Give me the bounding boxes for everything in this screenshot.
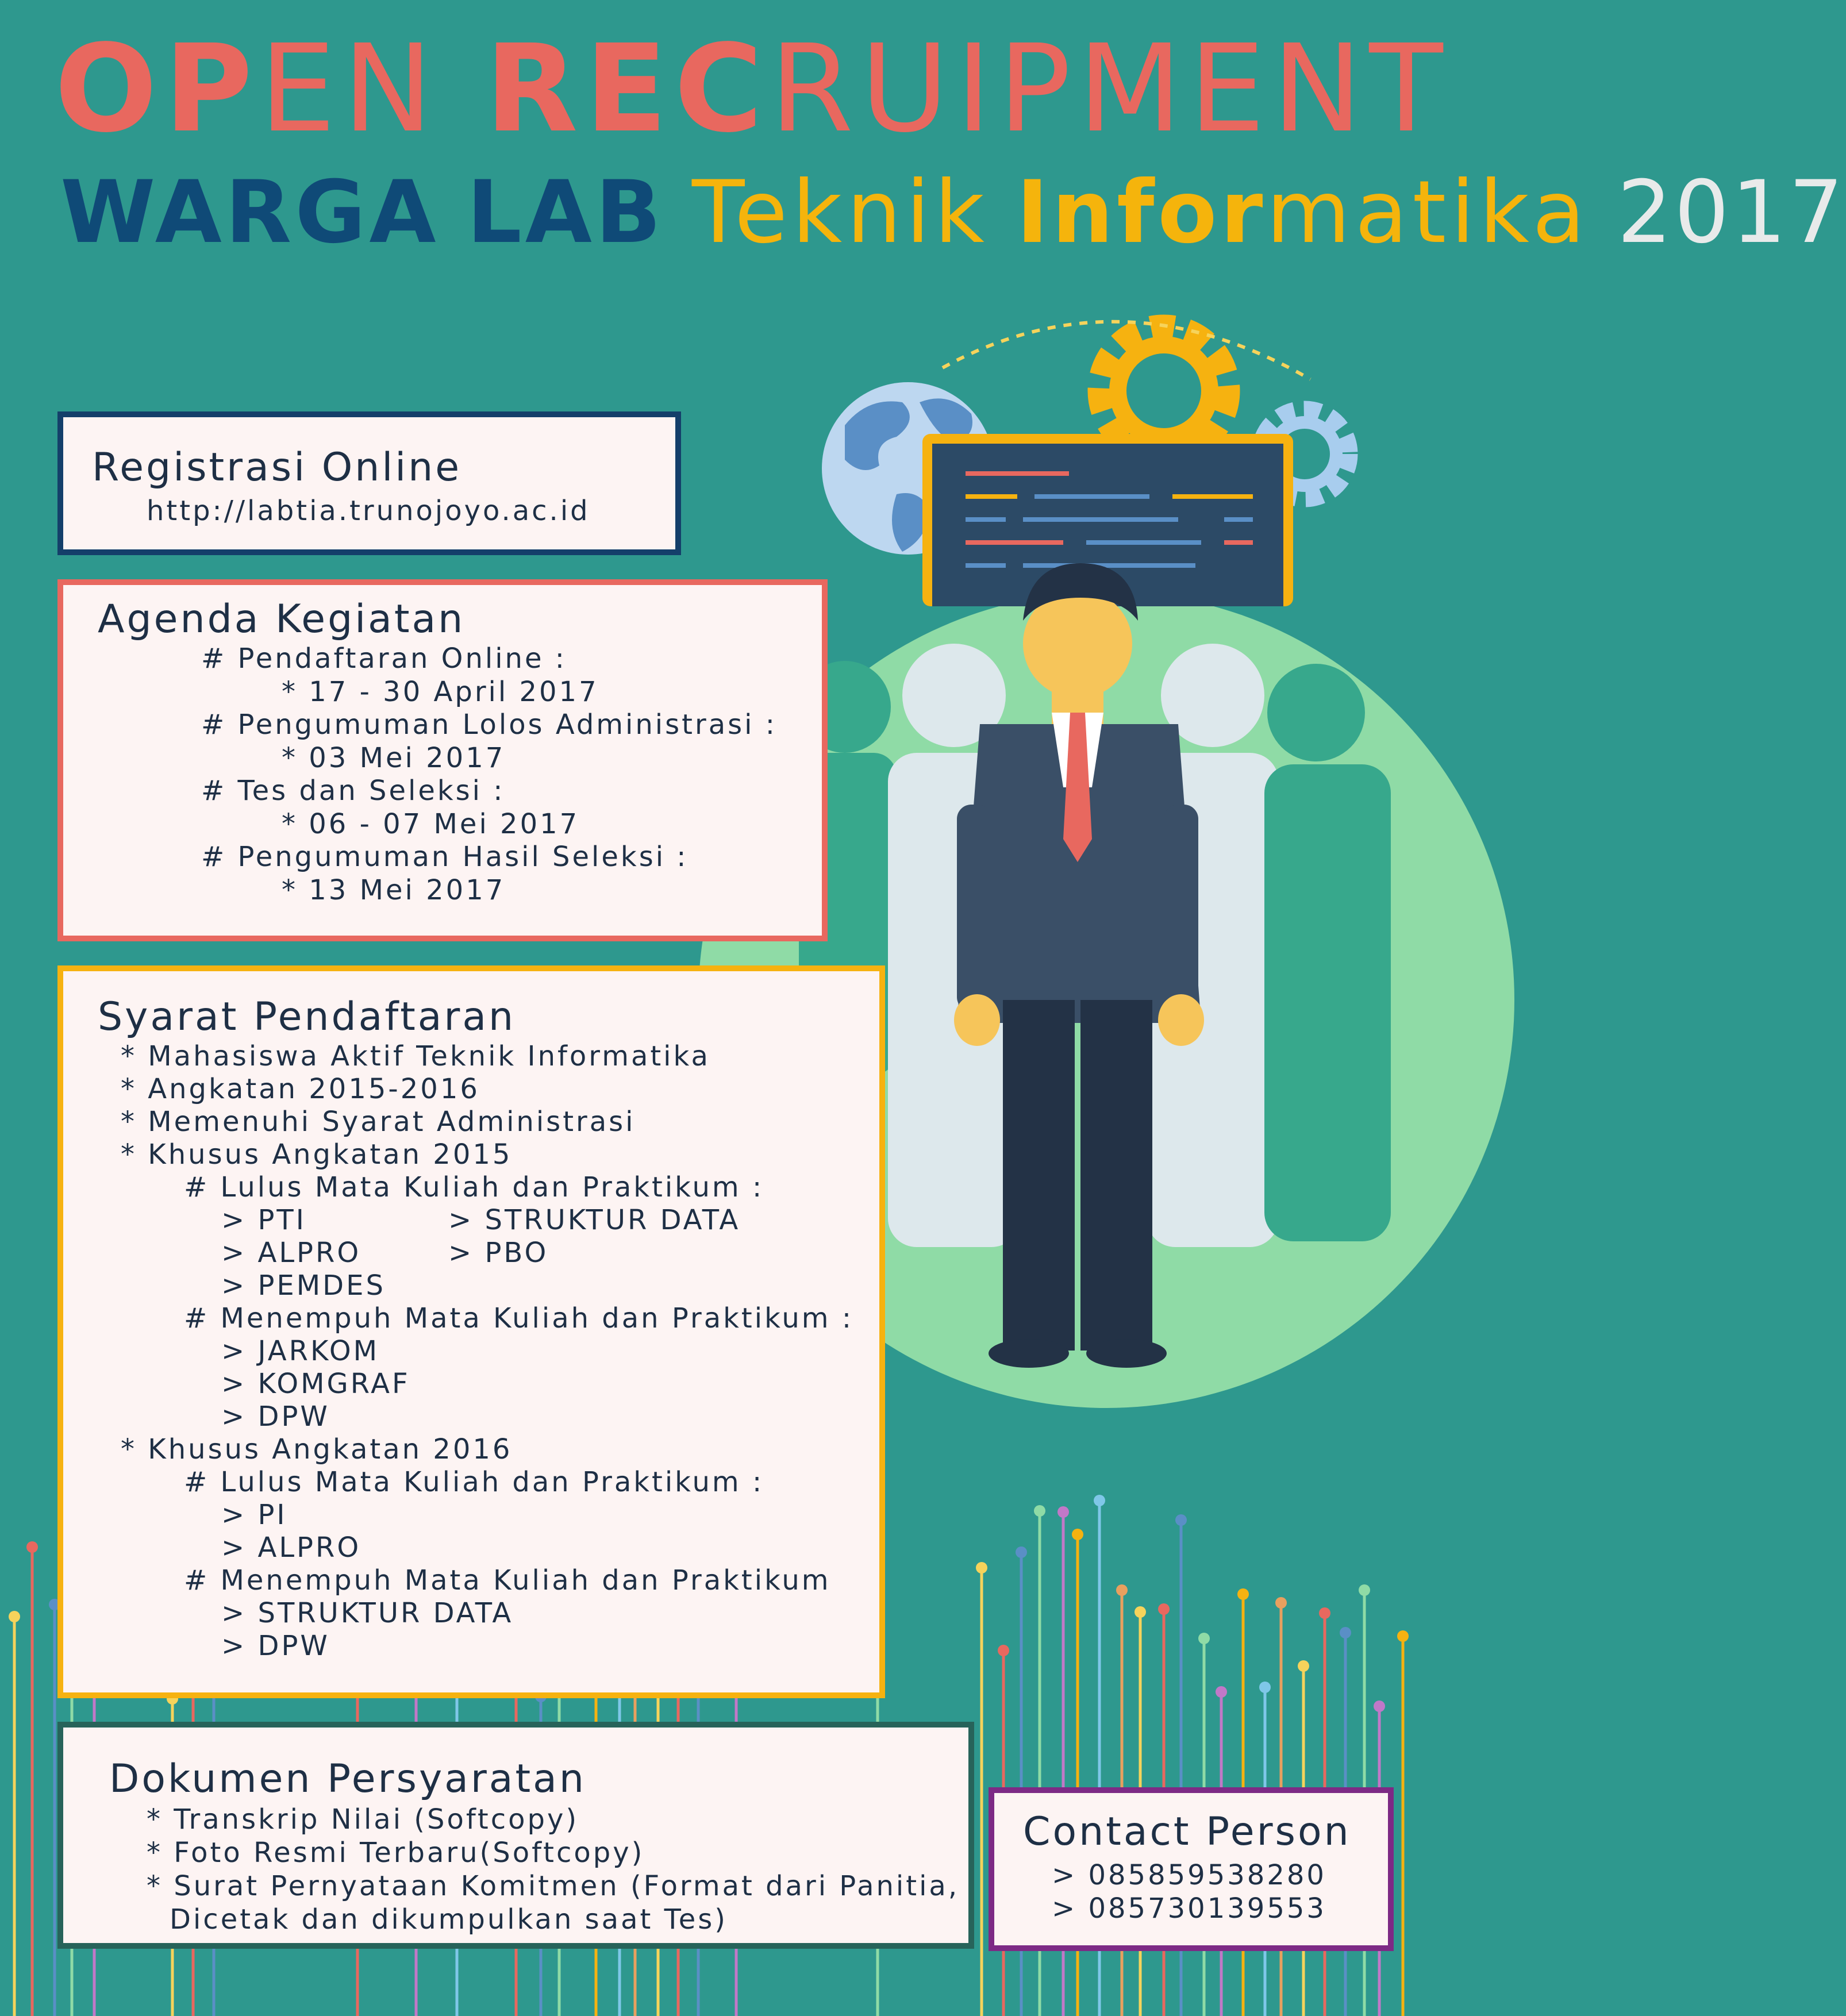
syarat-line: * Memenuhi Syarat Administrasi <box>121 1106 636 1138</box>
circuit-node <box>1340 1627 1351 1638</box>
agenda-item-label: # Tes dan Seleksi : <box>201 775 505 807</box>
dokumen-panel <box>57 1722 974 1949</box>
syarat-line: # Lulus Mata Kuliah dan Praktikum : <box>184 1466 764 1498</box>
syarat-title: Syarat Pendaftaran <box>98 994 516 1040</box>
syarat-line: > DPW <box>221 1630 330 1662</box>
circuit-node <box>1198 1633 1210 1644</box>
syarat-line: # Menempuh Mata Kuliah dan Praktikum : <box>184 1302 853 1334</box>
dokumen-line: Dicetak dan dikumpulkan saat Tes) <box>170 1903 728 1936</box>
circuit-node <box>1298 1660 1309 1672</box>
circuit-node <box>1237 1588 1249 1600</box>
syarat-line: > PI <box>221 1499 287 1531</box>
syarat-line: # Menempuh Mata Kuliah dan Praktikum <box>184 1564 831 1596</box>
circuit-node <box>1319 1607 1330 1619</box>
syarat-line: > JARKOM <box>221 1335 380 1367</box>
circuit-node <box>26 1541 38 1553</box>
agenda-item-date: * 17 - 30 April 2017 <box>282 676 599 708</box>
circuit-node <box>1216 1686 1227 1698</box>
circuit-node <box>1134 1606 1146 1618</box>
syarat-line: > KOMGRAF <box>221 1368 410 1400</box>
subtitle-matika: matika <box>1266 163 1590 263</box>
circuit-node <box>1175 1514 1187 1526</box>
dokumen-line: * Transkrip Nilai (Softcopy) <box>147 1803 579 1836</box>
agenda-item-label: # Pengumuman Hasil Seleksi : <box>201 841 689 873</box>
contact-phone[interactable]: > 085730139553 <box>1052 1892 1326 1925</box>
circuit-node <box>1116 1584 1128 1596</box>
headline-segment: REC <box>484 18 770 159</box>
syarat-line: > PTI <box>221 1204 306 1236</box>
syarat-line: > PBO <box>448 1237 549 1269</box>
syarat-line: > DPW <box>221 1401 330 1433</box>
dokumen-title: Dokumen Persyaratan <box>109 1756 586 1802</box>
dokumen-line: * Surat Pernyataan Komitmen (Format dari Panitia, <box>147 1870 960 1902</box>
syarat-line: * Angkatan 2015-2016 <box>121 1073 480 1105</box>
syarat-line: > STRUKTUR DATA <box>221 1597 514 1629</box>
circuit-node <box>1359 1584 1370 1596</box>
circuit-node <box>1094 1495 1105 1506</box>
circuit-node <box>1158 1603 1170 1615</box>
circuit-node <box>1259 1682 1271 1693</box>
subtitle-warga: WARGA <box>60 163 440 263</box>
headline-segment: OP <box>55 18 260 159</box>
syarat-line: * Mahasiswa Aktif Teknik Informatika <box>121 1040 710 1072</box>
subtitle-year: 2017 <box>1617 163 1846 263</box>
contact-phone[interactable]: > 085859538280 <box>1052 1859 1326 1891</box>
agenda-item-label: # Pendaftaran Online : <box>201 642 567 675</box>
contact-title: Contact Person <box>1023 1809 1351 1855</box>
circuit-node <box>1374 1700 1385 1712</box>
syarat-line: > PEMDES <box>221 1269 386 1302</box>
syarat-line: > STRUKTUR DATA <box>448 1204 741 1236</box>
syarat-line: > ALPRO <box>221 1237 361 1269</box>
registrasi-title: Registrasi Online <box>92 445 462 490</box>
headline-segment: EN <box>259 18 485 159</box>
circuit-node <box>1275 1597 1287 1609</box>
dokumen-line: * Foto Resmi Terbaru(Softcopy) <box>147 1837 645 1869</box>
agenda-title: Agenda Kegiatan <box>98 597 466 642</box>
agenda-item-date: * 06 - 07 Mei 2017 <box>282 808 580 840</box>
registrasi-panel <box>57 411 681 555</box>
circuit-node <box>1034 1505 1045 1517</box>
headline-open-recruitment <box>55 18 1450 159</box>
subtitle-teknik: Teknik <box>691 163 989 263</box>
circuit-node <box>1057 1506 1069 1518</box>
circuit-node <box>1072 1529 1083 1540</box>
circuit-node <box>976 1562 987 1573</box>
syarat-line: > ALPRO <box>221 1532 361 1564</box>
circuit-node <box>1016 1546 1027 1558</box>
circuit-node <box>1397 1630 1409 1642</box>
contact-panel <box>989 1787 1394 1951</box>
syarat-line: * Khusus Angkatan 2016 <box>121 1433 513 1465</box>
agenda-panel <box>57 579 828 941</box>
headline-subtitle <box>60 161 1846 264</box>
registrasi-url-link[interactable]: http://labtia.trunojoyo.ac.id <box>147 495 590 527</box>
agenda-item-label: # Pengumuman Lolos Administrasi : <box>201 709 777 741</box>
syarat-line: # Lulus Mata Kuliah dan Praktikum : <box>184 1171 764 1203</box>
subtitle-infor: Infor <box>1016 163 1267 263</box>
syarat-line: * Khusus Angkatan 2015 <box>121 1138 513 1171</box>
circuit-node <box>998 1645 1009 1656</box>
circuit-node <box>9 1611 20 1622</box>
agenda-item-date: * 03 Mei 2017 <box>282 742 506 774</box>
subtitle-lab: LAB <box>467 163 665 263</box>
headline-segment: RUIPMENT <box>770 18 1450 159</box>
agenda-item-date: * 13 Mei 2017 <box>282 874 506 906</box>
syarat-panel <box>57 965 885 1698</box>
